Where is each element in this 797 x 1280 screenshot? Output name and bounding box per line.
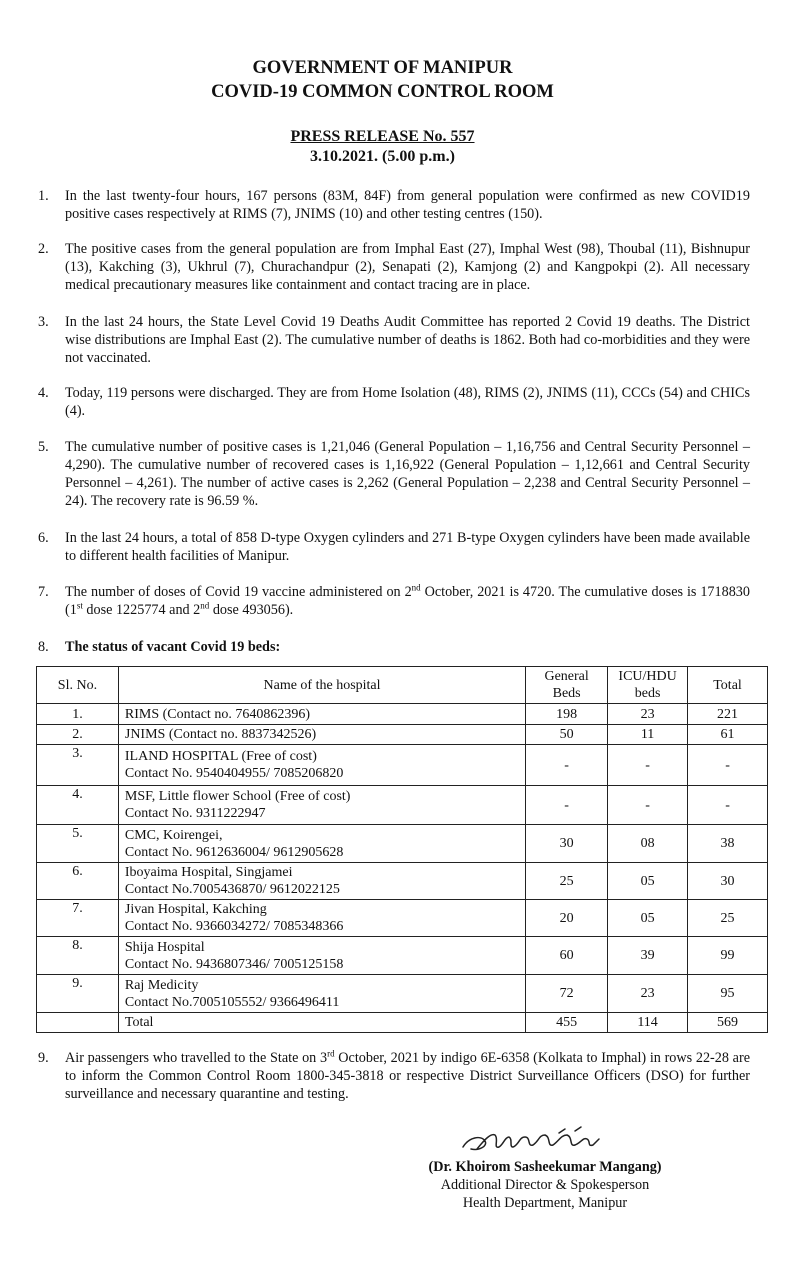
cell-sl: 6. (37, 863, 119, 900)
press-release-number: PRESS RELEASE No. 557 (290, 128, 475, 145)
cell-general: 25 (526, 863, 608, 900)
signatory-name: (Dr. Khoirom Sasheekumar Mangang) (428, 1159, 662, 1175)
item-number: 9. (38, 1050, 49, 1066)
cell-hospital: Shija Hospital Contact No. 9436807346/ 7005125158 (118, 937, 525, 975)
table-row (37, 825, 768, 863)
table-row (37, 786, 768, 825)
cell-sl: 4. (37, 786, 119, 825)
item-number: 6. (38, 530, 49, 546)
item-number: 2. (38, 241, 49, 257)
cell-sl: 8. (37, 937, 119, 975)
item-number: 4. (38, 385, 49, 401)
cell-icu: 39 (608, 937, 688, 975)
cell-general: 60 (526, 937, 608, 975)
cell-sl: 1. (37, 704, 119, 725)
total-general: 455 (526, 1013, 608, 1033)
item-number: 3. (38, 314, 49, 330)
item-text: The number of doses of Covid 19 vaccine administered on 2nd October, 2021 is 4720. The cumulative doses is 1718830 (1st dose 1225774 and 2nd dose 493056). (65, 582, 750, 618)
table-row (37, 745, 768, 786)
signatory-department: Health Department, Manipur (462, 1195, 628, 1211)
cell-total: 38 (688, 825, 768, 863)
control-room-title: COVID-19 COMMON CONTROL ROOM (211, 82, 554, 102)
cell-icu: - (608, 786, 688, 825)
header-hospital-name: Name of the hospital (118, 667, 525, 704)
cell-hospital: RIMS (Contact no. 7640862396) (118, 704, 525, 725)
cell-general: 72 (526, 975, 608, 1013)
cell-general: 198 (526, 704, 608, 725)
cell-general: - (526, 745, 608, 786)
table-row (37, 937, 768, 975)
table-total-row (37, 1013, 768, 1033)
item-text: In the last 24 hours, the State Level Covid 19 Deaths Audit Committee has reported 2 Covid 19 deaths. The District wise distributions are Imphal East (2). The cumulative number of deaths is 1862. Both had co-morbidities and they were not vaccinated. (65, 314, 750, 366)
cell-sl: 9. (37, 975, 119, 1013)
cell-general: 20 (526, 900, 608, 937)
cell-total: 30 (688, 863, 768, 900)
table-row (37, 863, 768, 900)
cell-total: - (688, 786, 768, 825)
cell-sl: 2. (37, 725, 119, 745)
cell-hospital: ILAND HOSPITAL (Free of cost) Contact No. 9540404955/ 7085206820 (118, 745, 525, 786)
item-text: In the last 24 hours, a total of 858 D-type Oxygen cylinders and 271 B-type Oxygen cylinders have been made available to different health facilities of Manipur. (65, 530, 750, 564)
table-row (37, 725, 768, 745)
cell-hospital: Jivan Hospital, Kakching Contact No. 9366034272/ 7085348366 (118, 900, 525, 937)
item-text: The positive cases from the general population are from Imphal East (27), Imphal West (98), Thoubal (11), Bishnupur (13), Kakching (3), Ukhrul (7), Churachandpur (2), Senapati (2), Kamjong (2) and Kangpokpi (2). All necessary medical precautionary measures like containment and contact tracing are in place. (65, 241, 750, 293)
item-text: Air passengers who travelled to the State on 3rd October, 2021 by indigo 6E-6358 (Kolkata to Imphal) in rows 22-28 are to inform the Common Control Room 1800-345-3818 or respective District Surveillance Officers (DSO) for further surveillance and necessary quarantine and testing. (65, 1048, 750, 1102)
item-number: 8. (38, 639, 49, 655)
handwritten-signature (455, 1125, 625, 1159)
cell-icu: 23 (608, 704, 688, 725)
cell-general: 50 (526, 725, 608, 745)
item-text: The cumulative number of positive cases is 1,21,046 (General Population – 1,16,756 and Central Security Personnel – 4,290). The cumulative number of recovered cases is 1,16,922 (General Population – 1,12,661 and Central Security Personnel – 4,261). The number of active cases is 2,262 (General Population – 2,238 and Central Security Personnel – 24). The recovery rate is 96.59 %. (65, 439, 750, 509)
table-row (37, 900, 768, 937)
cell-total: 61 (688, 725, 768, 745)
table-header-row (37, 667, 768, 704)
table-row (37, 704, 768, 725)
header-total: Total (688, 667, 768, 704)
cell-total: 25 (688, 900, 768, 937)
item-number: 5. (38, 439, 49, 455)
total-total: 569 (688, 1013, 768, 1033)
beds-status-heading: The status of vacant Covid 19 beds: (65, 639, 281, 655)
cell-sl: 5. (37, 825, 119, 863)
cell-total: 221 (688, 704, 768, 725)
item-number: 7. (38, 584, 49, 600)
item-text: In the last twenty-four hours, 167 persons (83M, 84F) from general population were confirmed as new COVID19 positive cases respectively at RIMS (7), JNIMS (10) and other testing centres (150). (65, 188, 750, 222)
cell-hospital: Raj Medicity Contact No.7005105552/ 9366496411 (118, 975, 525, 1013)
signatory-title: Additional Director & Spokesperson (440, 1177, 650, 1193)
government-title: GOVERNMENT OF MANIPUR (252, 58, 513, 78)
cell-icu: 11 (608, 725, 688, 745)
release-datetime: 3.10.2021. (5.00 p.m.) (310, 148, 455, 165)
header-sl-no: Sl. No. (37, 667, 119, 704)
cell-hospital: JNIMS (Contact no. 8837342526) (118, 725, 525, 745)
item-text: Today, 119 persons were discharged. They are from Home Isolation (48), RIMS (2), JNIMS (11), CCCs (54) and CHICs (4). (65, 385, 750, 419)
cell-icu: - (608, 745, 688, 786)
vacant-beds-table (36, 666, 768, 1033)
item-number: 1. (38, 188, 49, 204)
cell-total: - (688, 745, 768, 786)
cell-sl: 3. (37, 745, 119, 786)
total-icu: 114 (608, 1013, 688, 1033)
cell-hospital: CMC, Koirengei, Contact No. 9612636004/ 9612905628 (118, 825, 525, 863)
header-icu-beds: ICU/HDU beds (608, 667, 688, 704)
cell-icu: 05 (608, 900, 688, 937)
cell-sl (37, 1013, 119, 1033)
cell-total: 99 (688, 937, 768, 975)
cell-general: - (526, 786, 608, 825)
cell-total: 95 (688, 975, 768, 1013)
cell-general: 30 (526, 825, 608, 863)
cell-hospital: MSF, Little flower School (Free of cost) Contact No. 9311222947 (118, 786, 525, 825)
table-row (37, 975, 768, 1013)
cell-sl: 7. (37, 900, 119, 937)
header-general-beds: General Beds (526, 667, 608, 704)
cell-icu: 23 (608, 975, 688, 1013)
cell-icu: 08 (608, 825, 688, 863)
cell-hospital: Iboyaima Hospital, Singjamei Contact No.7005436870/ 9612022125 (118, 863, 525, 900)
total-label: Total (118, 1013, 525, 1033)
cell-icu: 05 (608, 863, 688, 900)
